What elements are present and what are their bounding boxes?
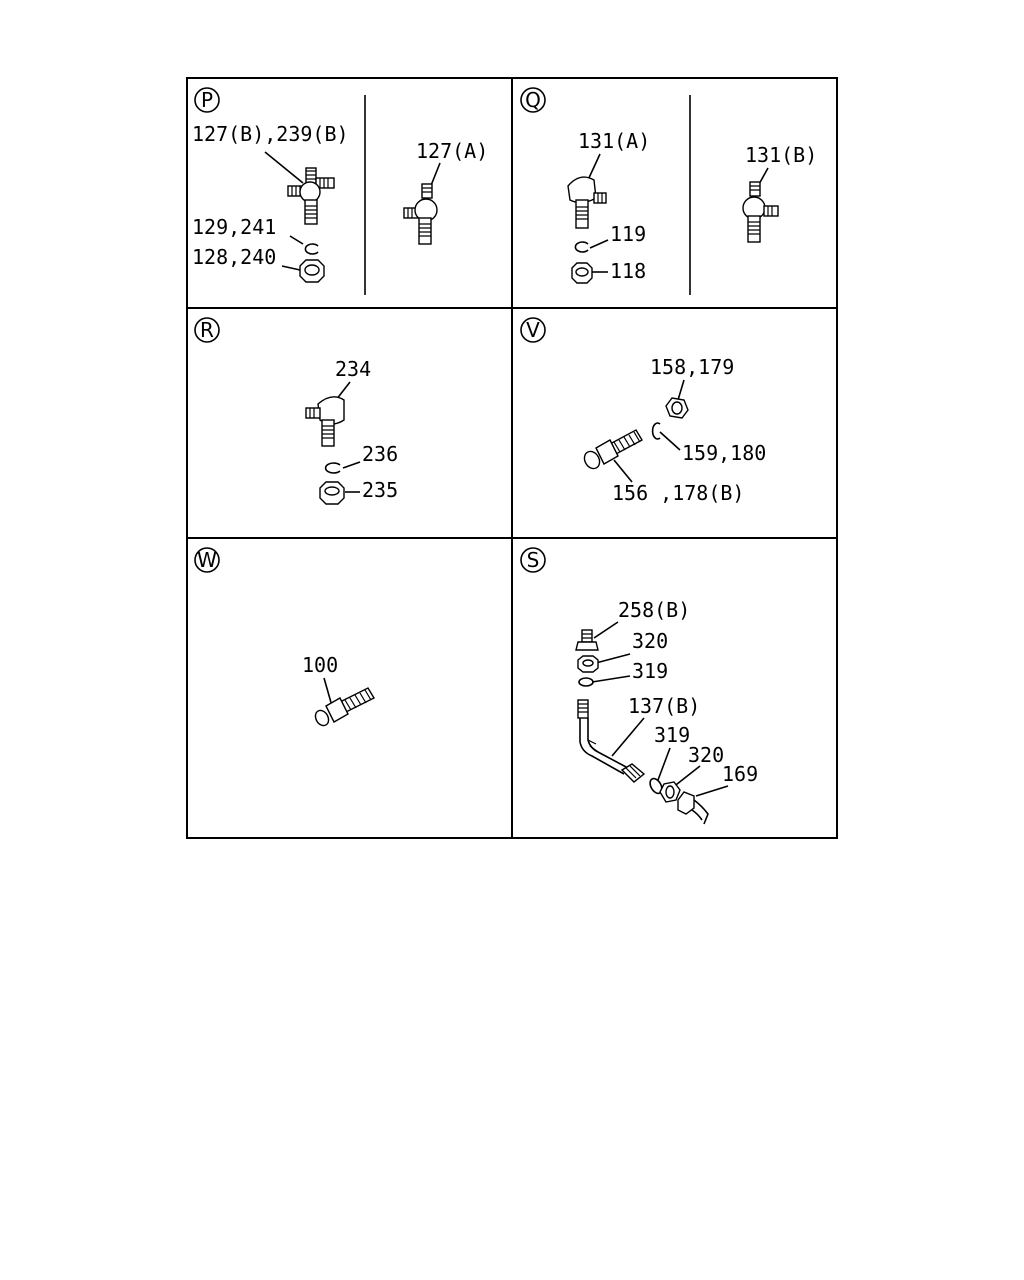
panel-s-leader-169: [696, 786, 728, 796]
panel-r: [195, 318, 398, 504]
washer-159-icon: [653, 423, 660, 439]
panel-q-leader-131a: [588, 154, 600, 180]
panel-v-label-158-179: 158,179: [650, 355, 735, 379]
fitting-131b-icon: [743, 182, 778, 242]
panel-s-leader-137b: [612, 718, 644, 756]
panel-v: [521, 318, 766, 505]
panel-s-label-258b: 258(B): [618, 598, 691, 622]
stud-156-icon: [581, 430, 642, 471]
panel-v-label-156-178b: 156 ,178(B): [612, 481, 745, 505]
panel-q-letter: Q: [525, 88, 541, 112]
panel-s-label-319-top: 319: [632, 659, 669, 683]
panel-w: [195, 548, 374, 728]
nut-235-icon: [320, 482, 344, 504]
nut-320-top-icon: [578, 656, 598, 672]
panel-s-leader-319-top: [592, 676, 630, 682]
panel-p-label-127b-239b: 127(B),239(B): [192, 122, 349, 146]
panel-p-label-127a: 127(A): [416, 139, 489, 163]
panel-v-leader-156: [614, 460, 632, 482]
panel-s-label-320-top: 320: [632, 629, 669, 653]
panel-s-leader-319-bottom: [658, 748, 670, 780]
panel-s-leader-258b: [594, 622, 618, 638]
panel-p-leader-129: [290, 236, 303, 244]
washer-236-icon: [326, 463, 340, 473]
panel-r-label-235: 235: [362, 478, 399, 502]
panel-s: [521, 548, 758, 824]
panel-w-leader-100: [324, 678, 332, 706]
panel-q-label-119: 119: [610, 222, 647, 246]
panel-q: [521, 88, 817, 295]
panel-p-label-129-241: 129,241: [192, 215, 277, 239]
panel-r-letter: R: [200, 318, 214, 342]
nut-320-bottom-icon: [660, 782, 680, 802]
panel-p-leader-128: [282, 266, 300, 270]
panel-p: [192, 88, 488, 295]
stud-100-icon: [313, 688, 374, 728]
panel-r-leader-236: [343, 462, 360, 468]
panel-q-label-131a: 131(A): [578, 129, 651, 153]
fitting-127a-icon: [404, 184, 437, 244]
panel-s-label-137b: 137(B): [628, 694, 701, 718]
washer-129-icon: [305, 244, 318, 254]
panel-p-label-128-240: 128,240: [192, 245, 277, 269]
washer-119-icon: [575, 242, 588, 252]
panel-p-leader-127b: [265, 152, 303, 183]
panel-q-label-131b: 131(B): [745, 143, 818, 167]
panel-r-label-234: 234: [335, 357, 372, 381]
panel-q-leader-119: [590, 240, 608, 248]
nut-158-icon: [666, 398, 688, 418]
panel-p-letter: P: [200, 88, 214, 112]
hose-169-icon: [678, 792, 708, 824]
panel-s-label-319-bottom: 319: [654, 723, 691, 747]
panel-s-label-320-bottom: 320: [688, 743, 725, 767]
panel-s-label-169: 169: [722, 762, 759, 786]
nut-118-icon: [572, 263, 592, 283]
panel-r-label-236: 236: [362, 442, 399, 466]
panel-v-label-159-180: 159,180: [682, 441, 767, 465]
fitting-234-icon: [306, 397, 344, 446]
panel-w-label-100: 100: [302, 653, 339, 677]
bleeder-258b-icon: [576, 630, 598, 650]
panel-q-label-118: 118: [610, 259, 647, 283]
panel-s-letter: S: [526, 548, 540, 572]
panel-w-letter: W: [197, 548, 217, 572]
fitting-131a-icon: [568, 177, 606, 228]
nut-128-icon: [300, 260, 324, 282]
panel-v-leader-159: [660, 432, 680, 450]
panel-v-leader-158: [678, 380, 684, 400]
panel-v-letter: V: [526, 318, 540, 342]
washer-319-top-icon: [579, 678, 593, 686]
